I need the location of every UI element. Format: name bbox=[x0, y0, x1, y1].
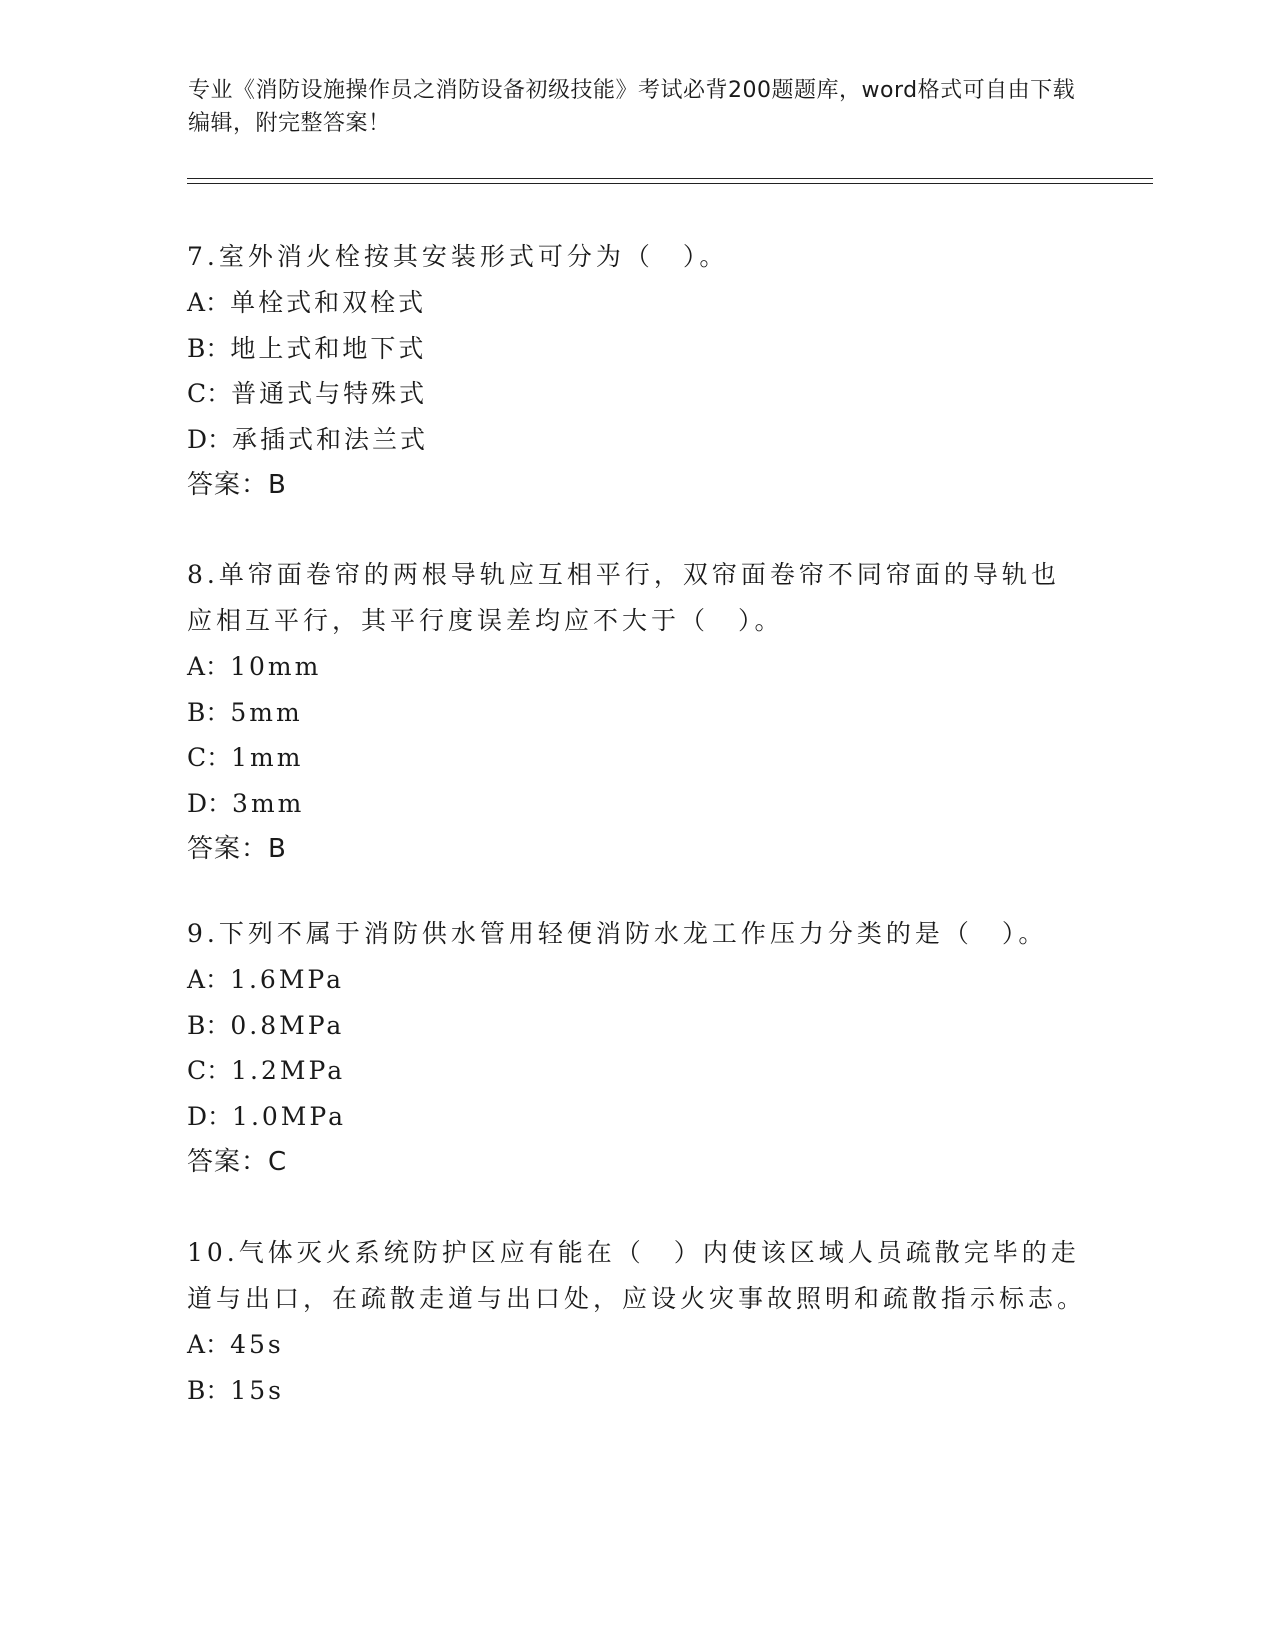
option-label: A： bbox=[187, 1330, 231, 1359]
option-text: 45s bbox=[230, 1330, 284, 1359]
option-label: A： bbox=[187, 288, 231, 317]
question-stem: 9.下列不属于消防供水管用轻便消防水龙工作压力分类的是（ ）。 bbox=[187, 919, 1048, 948]
option-text: 1.0MPa bbox=[232, 1101, 347, 1131]
question-8 bbox=[187, 552, 1087, 872]
question-stem: 7.室外消火栓按其安装形式可分为（ ）。 bbox=[187, 242, 729, 271]
option-text: 地上式和地下式 bbox=[230, 333, 427, 363]
header-rule-top bbox=[187, 178, 1153, 179]
option-text: 3mm bbox=[232, 788, 305, 818]
option-c bbox=[187, 1048, 1087, 1094]
option-text: 1.2MPa bbox=[231, 1056, 346, 1085]
option-label: B： bbox=[187, 697, 231, 727]
option-text: 0.8MPa bbox=[230, 1010, 345, 1040]
option-text: 15s bbox=[230, 1375, 285, 1405]
option-label: B： bbox=[187, 1375, 231, 1405]
option-label: C： bbox=[187, 743, 232, 772]
option-b bbox=[187, 1003, 1087, 1049]
option-text: 承插式和法兰式 bbox=[232, 424, 429, 454]
answer-line: 答案：B bbox=[187, 470, 287, 500]
answer-line: 答案：B bbox=[187, 834, 287, 864]
option-label: D： bbox=[187, 1101, 233, 1131]
option-text: 10mm bbox=[230, 652, 322, 681]
option-d bbox=[187, 417, 1087, 463]
option-text: 普通式与特殊式 bbox=[231, 379, 428, 408]
option-text: 1.6MPa bbox=[230, 965, 345, 994]
option-text: 单栓式和双栓式 bbox=[230, 288, 427, 317]
option-label: D： bbox=[187, 788, 233, 818]
option-c bbox=[187, 371, 1087, 417]
option-c bbox=[187, 735, 1087, 781]
document-header-title: 专业《消防设施操作员之消防设备初级技能》考试必背200题题库，word格式可自由下载编辑，附完整答案！ bbox=[188, 78, 1076, 136]
option-label: B： bbox=[187, 1010, 231, 1040]
option-label: D： bbox=[187, 424, 233, 454]
option-label: C： bbox=[187, 1056, 232, 1085]
option-text: 5mm bbox=[230, 697, 303, 727]
question-7 bbox=[187, 234, 1087, 508]
option-b bbox=[187, 326, 1087, 372]
header-rule-bottom bbox=[187, 183, 1153, 184]
option-label: B： bbox=[187, 333, 231, 363]
question-stem: 10.气体灭火系统防护区应有能在（ ）内使该区域人员疏散完毕的走道与出口，在疏散走道与出口处，应设火灾事故照明和疏散指示标志。 bbox=[187, 1238, 1087, 1313]
question-10 bbox=[187, 1230, 1087, 1413]
option-a bbox=[187, 644, 1087, 690]
option-label: A： bbox=[187, 965, 231, 994]
option-a bbox=[187, 280, 1087, 326]
option-text: 1mm bbox=[231, 743, 304, 772]
option-label: A： bbox=[187, 652, 231, 681]
option-d bbox=[187, 1094, 1087, 1140]
question-9 bbox=[187, 911, 1087, 1185]
question-stem: 8.单帘面卷帘的两根导轨应互相平行，双帘面卷帘不同帘面的导轨也应相互平行，其平行度误差均应不大于（ ）。 bbox=[187, 560, 1060, 635]
option-a bbox=[187, 1322, 1087, 1368]
answer-line: 答案：C bbox=[187, 1147, 288, 1177]
option-a bbox=[187, 957, 1087, 1003]
option-label: C： bbox=[187, 379, 232, 408]
option-b bbox=[187, 690, 1087, 736]
option-d bbox=[187, 781, 1087, 827]
option-b bbox=[187, 1368, 1087, 1414]
